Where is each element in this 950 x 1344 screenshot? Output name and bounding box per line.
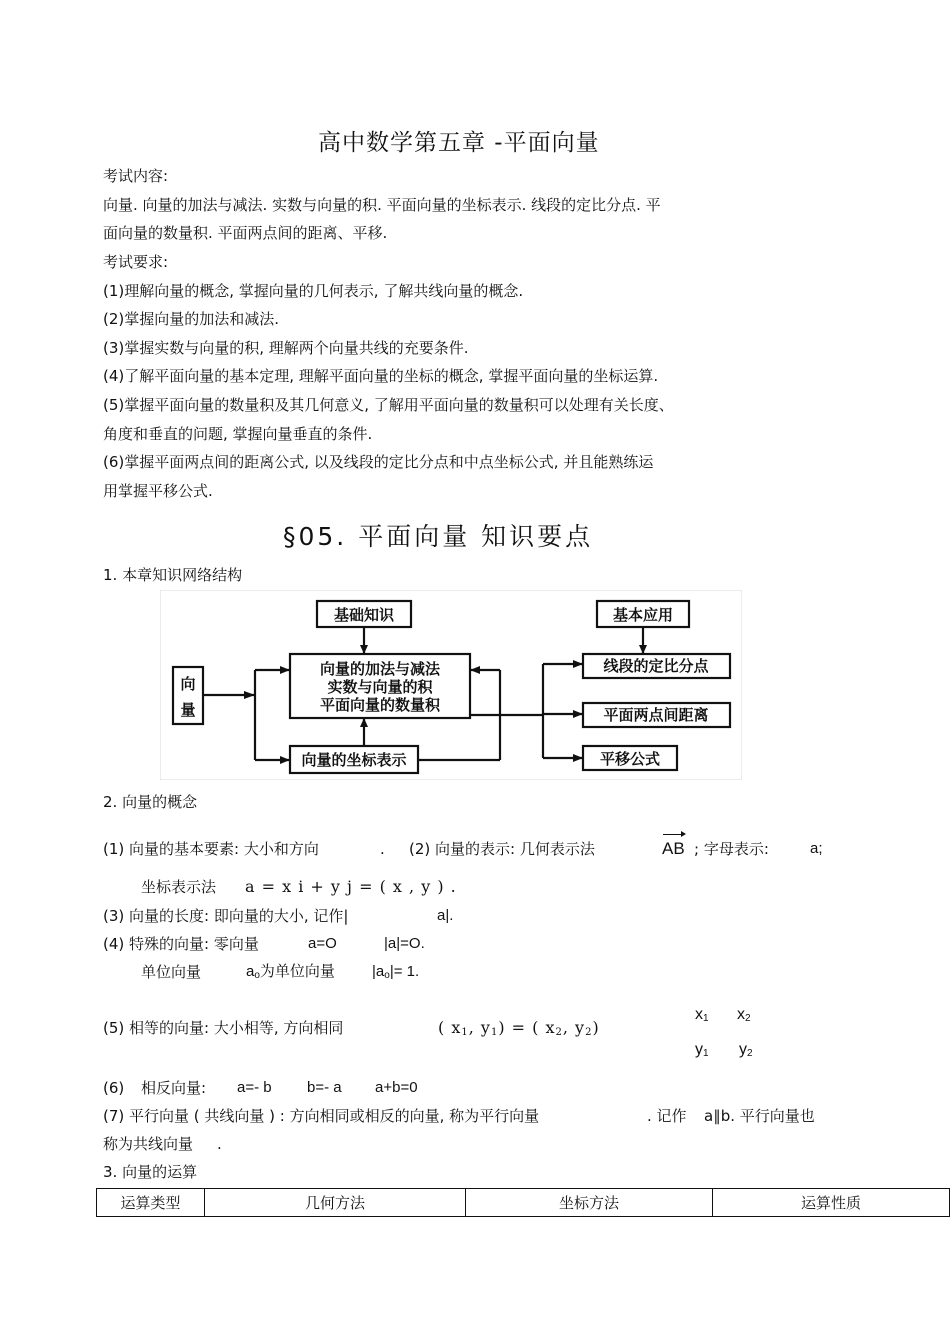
concept-8a: (7) 平行向量 ( 共线向量 ) : 方向相同或相反的向量, 称为平行向量 xyxy=(103,1107,540,1125)
vector-ab xyxy=(662,839,685,859)
exam-requirements-heading: 考试要求: xyxy=(103,253,169,271)
diagram-coordinate: 向量的坐标表示 xyxy=(301,751,407,769)
concept-3a: (3) 向量的长度: 即向量的大小, 记作| xyxy=(103,907,349,925)
col-geometric: 几何方法 xyxy=(205,1189,466,1217)
coordinate-formula: a = x i + y j = ( x , y ) . xyxy=(245,877,457,896)
concept-4b: a=O xyxy=(308,935,337,952)
requirement-line: (1)理解向量的概念, 掌握向量的几何表示, 了解共线向量的概念. xyxy=(103,282,524,300)
eq-y1-sub: 1 xyxy=(490,1027,499,1038)
diagram-basic-knowledge: 基础知识 xyxy=(333,606,395,624)
concept-8b: . 记作 xyxy=(647,1107,687,1125)
table-header-row xyxy=(97,1189,950,1217)
requirement-line: 用掌握平移公式. xyxy=(103,482,213,500)
concept-1b: (2) 向量的表示: 几何表示法 xyxy=(409,840,595,858)
concept-4c: |a|=O. xyxy=(384,935,425,952)
col-properties: 运算性质 xyxy=(713,1189,950,1217)
concept-5a: 单位向量 xyxy=(141,963,202,981)
requirement-line: (3)掌握实数与向量的积, 理解两个向量共线的充要条件. xyxy=(103,339,469,357)
part3-heading: 3. 向量的运算 xyxy=(103,1163,198,1181)
equal-vector-formula xyxy=(438,1018,600,1043)
part2-heading: 2. 向量的概念 xyxy=(103,793,198,811)
eq-x1-letter: x xyxy=(695,1006,703,1023)
opposite-3: a+b=0 xyxy=(375,1079,418,1096)
unit-norm-a: |a xyxy=(372,963,385,980)
concept-7a: (6) xyxy=(103,1079,125,1097)
unit-norm-eq: |= 1. xyxy=(389,963,420,980)
concept-2a: 坐标表示法 xyxy=(141,878,217,896)
unit-vector-a: a xyxy=(246,963,255,980)
unit-vector-desc: 为单位向量 xyxy=(259,963,335,980)
eq-x2-letter: x xyxy=(737,1006,745,1023)
eq-close: ) xyxy=(592,1018,600,1037)
eq-x1-index: 1 xyxy=(703,1013,709,1024)
eq-y2: , y xyxy=(562,1018,586,1037)
unit-norm-sub: o xyxy=(384,970,390,981)
diagram-ops-line-3: 平面向量的数量积 xyxy=(319,696,441,714)
unit-vector-norm xyxy=(372,962,419,986)
eq-y2-index: 2 xyxy=(747,1048,753,1059)
concept-9a: 称为共线向量 xyxy=(103,1135,194,1153)
requirement-line: (6)掌握平面两点间的距离公式, 以及线段的定比分点和中点坐标公式, 并且能熟练运 xyxy=(103,453,654,471)
knowledge-network-diagram xyxy=(160,590,742,780)
diagram-ops-line-1: 向量的加法与减法 xyxy=(319,660,441,678)
equal-x2 xyxy=(737,1005,751,1029)
requirement-line: 角度和垂直的问题, 掌握向量垂直的条件. xyxy=(103,425,373,443)
eq-x2-sub: 2 xyxy=(555,1027,563,1038)
concept-4a: (4) 特殊的向量: 零向量 xyxy=(103,935,259,953)
unit-vector-symbol xyxy=(246,962,335,986)
concept-3b: a|. xyxy=(437,907,454,924)
eq-y2-letter: y xyxy=(739,1041,747,1058)
eq-y1: , y xyxy=(468,1018,491,1037)
requirement-line: (2)掌握向量的加法和减法. xyxy=(103,310,280,328)
eq-y1-index: 1 xyxy=(703,1048,709,1059)
equal-y1 xyxy=(695,1040,709,1064)
unit-vector-sub: o xyxy=(254,970,260,981)
concept-1-dot: . xyxy=(380,840,385,858)
equal-y2 xyxy=(739,1040,753,1064)
opposite-2: b=- a xyxy=(307,1079,342,1096)
concept-8c: a∥b. 平行向量也 xyxy=(704,1107,815,1125)
document-title: 高中数学第五章 -平面向量 xyxy=(318,130,600,156)
exam-content-line-2: 面向量的数量积. 平面两点间的距离、平移. xyxy=(103,224,388,242)
eq-x1: ( x xyxy=(438,1018,462,1037)
equal-x1 xyxy=(695,1005,709,1029)
diagram-app-2: 平面两点间距离 xyxy=(603,706,709,724)
vector-ab-label: AB xyxy=(662,839,685,858)
diagram-basic-app: 基本应用 xyxy=(612,606,674,624)
diagram-vector-top: 向 xyxy=(180,675,196,693)
eq-x2: ) = ( x xyxy=(498,1018,556,1037)
requirement-line: (5)掌握平面向量的数量积及其几何意义, 了解用平面向量的数量积可以处理有关长度、 xyxy=(103,396,674,414)
diagram-ops-line-2: 实数与向量的积 xyxy=(327,678,433,696)
eq-x1-sub: 1 xyxy=(461,1027,469,1038)
operations-table xyxy=(96,1188,950,1217)
diagram-app-3: 平移公式 xyxy=(599,750,661,768)
concept-1d: a; xyxy=(810,840,823,857)
eq-x2-index: 2 xyxy=(745,1013,751,1024)
eq-y2-sub: 2 xyxy=(585,1027,593,1038)
concept-1a: (1) 向量的基本要素: 大小和方向 xyxy=(103,840,319,858)
exam-content-heading: 考试内容: xyxy=(103,167,169,185)
section-title: §05. 平面向量 知识要点 xyxy=(283,522,594,551)
exam-content-line-1: 向量. 向量的加法与减法. 实数与向量的积. 平面向量的坐标表示. 线段的定比分点. 平 xyxy=(103,196,661,214)
concept-1c: ; 字母表示: xyxy=(694,840,769,858)
concept-7b: 相反向量: xyxy=(141,1079,207,1097)
col-op-type: 运算类型 xyxy=(97,1189,205,1217)
col-coordinate: 坐标方法 xyxy=(466,1189,713,1217)
diagram-app-1: 线段的定比分点 xyxy=(603,657,709,675)
requirement-line: (4)了解平面向量的基本定理, 理解平面向量的坐标的概念, 掌握平面向量的坐标运算. xyxy=(103,367,659,385)
part1-heading: 1. 本章知识网络结构 xyxy=(103,566,243,584)
concept-6a: (5) 相等的向量: 大小相等, 方向相同 xyxy=(103,1019,344,1037)
concept-9b: . xyxy=(217,1135,222,1153)
diagram-vector-bottom: 量 xyxy=(180,701,196,719)
opposite-1: a=- b xyxy=(237,1079,272,1096)
eq-y1-letter: y xyxy=(695,1041,703,1058)
